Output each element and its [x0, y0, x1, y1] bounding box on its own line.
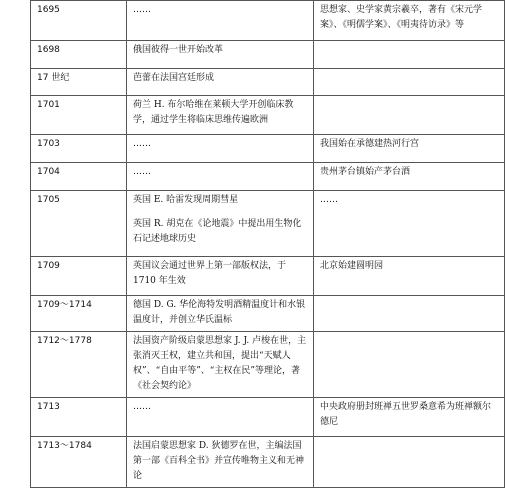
world-event-cell [127, 69, 314, 96]
china-event-cell [314, 41, 505, 69]
china-event-cell [314, 96, 505, 135]
world-event-cell [127, 41, 314, 69]
world-event-text: 英国 R. 胡克在《论地震》中提出用生物化石记述地球历史 [133, 219, 302, 244]
table-row [31, 398, 505, 437]
world-event-text: 德国 D. G. 华伦海特发明酒精温度计和水银温度计，并创立华氏温标 [133, 300, 306, 325]
year-cell: 1709 [31, 257, 127, 296]
world-event-cell [127, 296, 314, 332]
china-event-text: 我国始在承德建热河行宫 [320, 139, 420, 149]
world-event-cell [127, 257, 314, 296]
china-event-cell [314, 257, 505, 296]
year-cell: 1709～1714 [31, 296, 127, 332]
world-event-cell [127, 191, 314, 257]
china-event-text: 北京始建圆明园 [320, 261, 384, 271]
chronology-table [30, 0, 505, 488]
table-row [31, 135, 505, 163]
world-event-text: 法国资产阶级启蒙思想家 J. J. 卢梭在世，主张消灭王权，建立共和国，提出“天赋人权”、“自由平等”、“主权在民”等理论，著《社会契约论》 [133, 336, 307, 391]
china-event-text: 中央政府册封班禅五世罗桑意希为班禅额尔德尼 [320, 402, 492, 427]
china-event-cell [314, 135, 505, 163]
year-cell: 17 世纪 [31, 69, 127, 96]
table-row [31, 437, 505, 488]
world-event-text: 俄国彼得一世开始改革 [133, 45, 224, 55]
year-cell: 1712～1778 [31, 332, 127, 398]
china-event-cell [314, 437, 505, 488]
table-row [31, 96, 505, 135]
world-event-text: …… [133, 5, 151, 15]
world-event-text: 荷兰 H. 布尔哈维在莱顿大学开创临床教学，通过学生将临床思维传遍欧洲 [133, 100, 294, 125]
world-event-cell [127, 437, 314, 488]
world-event-text: …… [133, 167, 151, 177]
year-cell: 1713～1784 [31, 437, 127, 488]
chronology-table-body [31, 1, 505, 488]
world-event-cell [127, 1, 314, 41]
year-cell: 1713 [31, 398, 127, 437]
world-event-cell [127, 135, 314, 163]
year-cell: 1703 [31, 135, 127, 163]
world-event-cell [127, 96, 314, 135]
china-event-cell [314, 1, 505, 41]
table-row [31, 332, 505, 398]
china-event-cell [314, 332, 505, 398]
year-cell: 1695 [31, 1, 127, 41]
table-row [31, 191, 505, 257]
world-event-cell [127, 163, 314, 191]
year-cell: 1698 [31, 41, 127, 69]
china-event-cell [314, 69, 505, 96]
world-event-cell [127, 398, 314, 437]
table-row [31, 69, 505, 96]
china-event-text: 贵州茅台镇始产茅台酒 [320, 167, 411, 177]
world-event-text: …… [133, 139, 151, 149]
world-event-text: 法国启蒙思想家 D. 狄德罗在世，主编法国第一部《百科全书》并宣传唯物主义和无神论 [133, 441, 305, 481]
china-event-cell [314, 163, 505, 191]
china-event-text: 思想家、史学家黄宗羲卒，著有《宋元学案》、《明儒学案》、《明夷待访录》等 [320, 5, 483, 30]
world-event-text: 英国议会通过世界上第一部版权法，于 1710 年生效 [133, 261, 287, 286]
china-event-text: …… [320, 195, 338, 205]
year-cell: 1701 [31, 96, 127, 135]
table-row [31, 257, 505, 296]
world-event-cell [127, 332, 314, 398]
world-event-text: …… [133, 402, 151, 412]
year-cell: 1704 [31, 163, 127, 191]
china-event-cell [314, 398, 505, 437]
china-event-cell [314, 296, 505, 332]
year-cell: 1705 [31, 191, 127, 257]
table-row [31, 1, 505, 41]
world-event-text: 英国 E. 哈雷发现周期彗星 [133, 195, 239, 205]
china-event-cell [314, 191, 505, 257]
table-row [31, 296, 505, 332]
table-row [31, 41, 505, 69]
world-event-text: 芭蕾在法国宫廷形成 [133, 73, 215, 83]
table-row [31, 163, 505, 191]
